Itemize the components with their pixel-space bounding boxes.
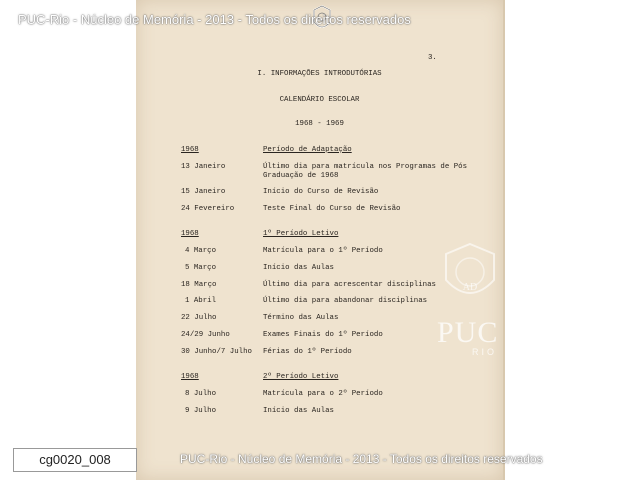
puc-logo-sub: RIO bbox=[472, 347, 498, 357]
entry-date: 1 Abril bbox=[185, 297, 217, 305]
puc-logo: PUC bbox=[437, 316, 499, 349]
section-heading: 2º Período Letivo bbox=[263, 373, 339, 381]
entry-date: 15 Janeiro bbox=[181, 188, 226, 196]
entry-text: Exames Finais do 1º Período bbox=[263, 331, 383, 339]
entry-text: Graduação de 1968 bbox=[263, 172, 339, 180]
entry-date: 4 Março bbox=[185, 247, 217, 255]
entry-text: Teste Final do Curso de Revisão bbox=[263, 205, 401, 213]
section-year: 1968 bbox=[181, 146, 199, 154]
entry-date: 24/29 Junho bbox=[181, 331, 230, 339]
entry-date: 8 Julho bbox=[185, 390, 217, 398]
calendar-title: CALENDÁRIO ESCOLAR bbox=[279, 96, 360, 104]
entry-text: Matrícula para o 1º Período bbox=[263, 247, 383, 255]
catalog-id-label: cg0020_008 bbox=[13, 448, 137, 472]
section-title: I. INFORMAÇÕES INTRODUTÓRIAS bbox=[257, 70, 382, 78]
entry-text: Início das Aulas bbox=[263, 264, 334, 272]
entry-date: 30 Junho/7 Julho bbox=[181, 348, 252, 356]
section-heading: Período de Adaptação bbox=[263, 146, 352, 154]
entry-date: 9 Julho bbox=[185, 407, 217, 415]
entry-text: Início das Aulas bbox=[263, 407, 334, 415]
entry-text: Férias do 1º Período bbox=[263, 348, 352, 356]
entry-date: 5 Março bbox=[185, 264, 217, 272]
calendar-years: 1968 - 1969 bbox=[295, 120, 344, 128]
entry-text: Matrícula para o 2º Período bbox=[263, 390, 383, 398]
watermark-bottom: PUC-Rio - Núcleo de Memória - 2013 - Todos os direitos reservados bbox=[180, 452, 543, 466]
section-year: 1968 bbox=[181, 373, 199, 381]
entry-date: 13 Janeiro bbox=[181, 163, 226, 171]
entry-date: 24 Fevereiro bbox=[181, 205, 235, 213]
section-heading: 1º Período Letivo bbox=[263, 230, 339, 238]
entry-date: 22 Julho bbox=[181, 314, 217, 322]
entry-text: Último dia para acrescentar disciplinas bbox=[263, 281, 436, 289]
page-number: 3. bbox=[428, 54, 437, 62]
watermark-top: PUC-Rio - Núcleo de Memória - 2013 - Todos os direitos reservados bbox=[18, 12, 411, 27]
section-year: 1968 bbox=[181, 230, 199, 238]
entry-text: Início do Curso de Revisão bbox=[263, 188, 379, 196]
entry-text: Término das Aulas bbox=[263, 314, 339, 322]
crest-watermark-icon bbox=[440, 240, 500, 310]
entry-date: 18 Março bbox=[181, 281, 217, 289]
entry-text: Último dia para abandonar disciplinas bbox=[263, 297, 428, 305]
entry-text: Último dia para matrícula nos Programas de Pós bbox=[263, 163, 468, 171]
page-edge bbox=[503, 0, 505, 480]
crest-text: AD bbox=[462, 282, 478, 293]
